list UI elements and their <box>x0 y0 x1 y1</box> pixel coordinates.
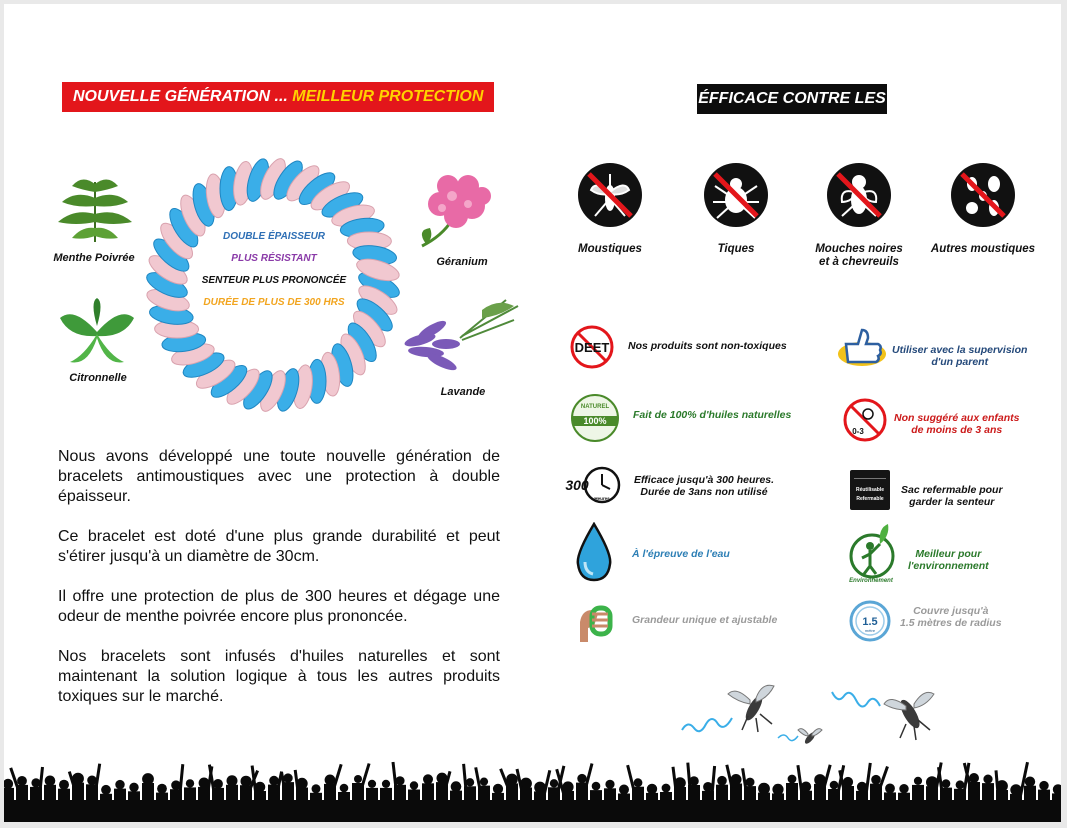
feature-hours <box>634 474 774 498</box>
resealable-bag-icon <box>850 470 890 510</box>
environment-icon <box>846 522 898 584</box>
pest-label-moustiques: Moustiques <box>578 243 642 255</box>
feature-age-1: Non suggéré aux enfants <box>894 412 1020 424</box>
feature-age <box>894 412 1019 436</box>
pest-label-mouches-2: et à chevreuils <box>819 256 899 268</box>
ring-line-double: DOUBLE ÉPAISSEUR <box>222 231 326 242</box>
citronnelle-label: Citronnelle <box>69 372 127 384</box>
ring-line-duree: DURÉE DE PLUS DE 300 HRS <box>203 297 345 308</box>
radius-icon <box>849 600 891 642</box>
crowd-people <box>4 762 1061 822</box>
age-badge-text: 0-3 <box>852 427 864 436</box>
fly-banned-icon <box>826 162 892 228</box>
feature-bag-2: garder la senteur <box>909 496 995 508</box>
feature-hours-1: Efficace jusqu'à 300 heures. <box>634 474 775 486</box>
paragraph-3: Il offre une protection de plus de 300 heures et dégage une odeur de menthe poivrée encore plus prononcée. <box>58 588 500 625</box>
bracelet-features <box>194 231 354 308</box>
geranium-icon <box>412 170 500 252</box>
ring-line-resistant: PLUS RÉSISTANT <box>231 253 317 264</box>
bag-badge-2: Refermable <box>856 496 884 502</box>
menthe-label: Menthe Poivrée <box>53 252 135 264</box>
feature-parent <box>892 344 1027 368</box>
feature-non-toxic: Nos produits sont non-toxiques <box>628 340 787 352</box>
deet-badge-text: DEET <box>574 340 610 355</box>
pest-label-mouches <box>804 243 914 269</box>
crowd-silhouette-graphic <box>4 760 1061 822</box>
right-banner: ÉFFICACE CONTRE LES <box>697 84 887 114</box>
feature-natural: Fait de 100% d'huiles naturelles <box>633 409 792 421</box>
clock-300-icon <box>562 464 622 506</box>
hours-badge-small: Heures <box>594 496 610 501</box>
natural-badge-pct: 100% <box>583 416 607 426</box>
feature-env-1: Meilleur pour <box>915 548 982 560</box>
bag-badge-1: Réutilisable <box>855 487 885 493</box>
feature-age-2: de moins de 3 ans <box>911 424 1003 436</box>
lavande-label: Lavande <box>440 386 486 398</box>
tick-banned-icon <box>703 162 769 228</box>
feature-water: À l'épreuve de l'eau <box>632 548 730 560</box>
description-text <box>58 447 500 727</box>
feature-radius-1: Couvre jusqu'à <box>913 605 989 617</box>
mosquito-banned-icon <box>577 162 643 228</box>
paragraph-1: Nous avons développé une toute nouvelle génération de bracelets antimoustiques avec une protection à double épaisseur. <box>58 448 500 505</box>
pest-label-mouches-1: Mouches noires <box>815 243 903 255</box>
geranium-label: Géranium <box>436 256 488 268</box>
hours-badge-text: 300 <box>565 477 589 493</box>
pest-label-tiques: Tiques <box>717 243 755 255</box>
crowd-silhouette-icon <box>4 760 1061 822</box>
feature-bag <box>901 484 1003 508</box>
small-mosquito-icon <box>776 724 824 750</box>
citronnelle-icon <box>54 296 140 366</box>
water-drop-icon <box>574 522 614 582</box>
lavande-icon <box>402 296 522 382</box>
feature-radius <box>900 605 1002 629</box>
hand-grip-icon <box>574 602 616 642</box>
feature-parent-1: Utiliser avec la supervision <box>892 344 1028 356</box>
mosquito-illustration-icon <box>676 680 780 738</box>
no-deet-icon <box>569 324 615 370</box>
feature-hours-2: Durée de 3ans non utilisé <box>640 486 768 498</box>
left-banner <box>62 82 494 112</box>
env-badge-label: Environnement <box>849 578 893 584</box>
feature-env <box>908 548 989 572</box>
feature-parent-2: d'un parent <box>931 356 989 368</box>
natural-badge-top: NATUREL <box>580 404 610 410</box>
menthe-icon <box>52 172 138 244</box>
natural-badge-icon <box>569 392 621 444</box>
left-banner-part1: NOUVELLE GÉNÉRATION ... <box>73 88 288 105</box>
radius-badge-small: mètre <box>864 628 876 633</box>
pest-label-autres: Autres moustiques <box>930 243 1036 255</box>
feature-bag-1: Sac refermable pour <box>901 484 1003 496</box>
brochure-page <box>4 4 1061 822</box>
left-banner-part2: MEILLEUR PROTECTION <box>292 88 484 105</box>
feature-radius-2: 1.5 mètres de radius <box>900 617 1002 629</box>
feature-env-2: l'environnement <box>908 560 989 572</box>
paragraph-2: Ce bracelet est doté d'une plus grande durabilité et peut s'étirer jusqu'à un diamètre de 30cm. <box>58 528 500 565</box>
feature-size: Grandeur unique et ajustable <box>632 614 778 626</box>
paragraph-4: Nos bracelets sont infusés d'huiles naturelles et sont maintenant la solution logique à tous les autres produits toxiques sur le marché. <box>58 648 500 705</box>
radius-badge-text: 1.5 <box>862 616 878 628</box>
ring-line-senteur: SENTEUR PLUS PRONONCÉE <box>201 275 347 286</box>
insects-banned-icon <box>950 162 1016 228</box>
no-children-icon <box>842 397 888 443</box>
large-mosquito-icon <box>828 684 938 744</box>
thumbs-up-icon <box>836 324 888 370</box>
